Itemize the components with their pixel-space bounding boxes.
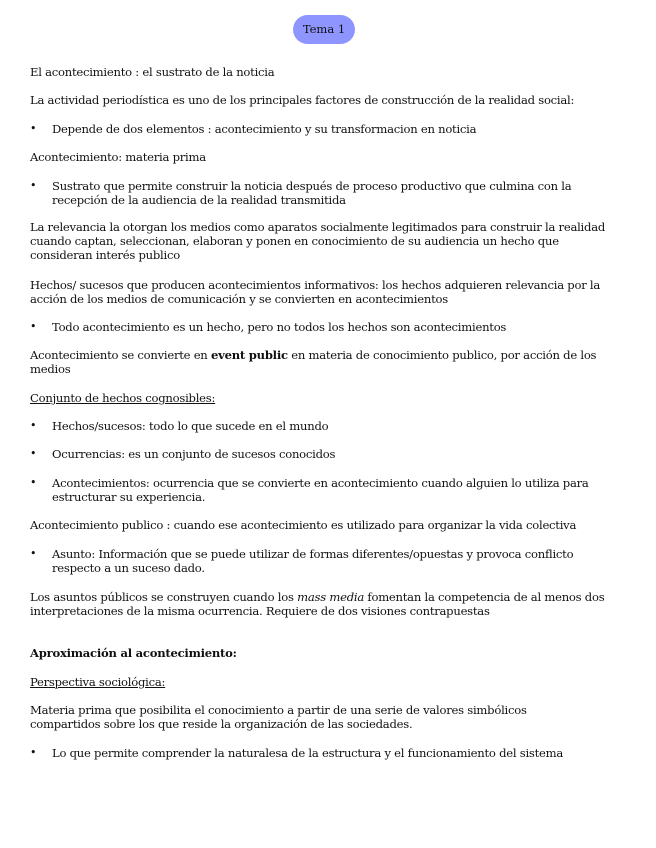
- subheading: Conjunto de hechos cognosibles:: [30, 391, 216, 405]
- paragraph: Hechos/ sucesos que producen acontecimientos informativos: los hechos adquieren relevancia por la acción de los medios de comunicación y se convierten en acontecimientos: [30, 278, 601, 306]
- bullet-icon: •: [30, 476, 37, 489]
- bullet-item: Asunto: Información que se puede utilizar de formas diferentes/opuestas y provoca conflicto respecto a un suceso dado.: [52, 547, 574, 575]
- bullet-icon: •: [30, 547, 37, 560]
- paragraph: [30, 590, 624, 618]
- bullet-icon: •: [30, 122, 37, 135]
- text-run: en materia de conocimiento publico, por acción de los medios: [30, 348, 597, 376]
- bullet-item: Lo que permite comprender la naturalesa de la estructura y el funcionamiento del sistema: [52, 746, 564, 760]
- bullet-icon: •: [30, 179, 37, 192]
- text-run: fomentan la competencia de al menos dos interpretaciones de la misma ocurrencia. Requiere de dos visiones contrapuestas: [30, 590, 605, 618]
- bullet-item: Hechos/sucesos: todo lo que sucede en el mundo: [52, 419, 329, 433]
- bullet-item: Depende de dos elementos : acontecimiento y su transformacion en noticia: [52, 122, 477, 136]
- bullet-icon: •: [30, 320, 37, 333]
- bullet-item: Acontecimientos: ocurrencia que se convierte en acontecimiento cuando alguien lo utiliza para estructurar su experiencia.: [52, 476, 589, 504]
- paragraph: Acontecimiento publico : cuando ese acontecimiento es utilizado para organizar la vida colectiva: [30, 518, 577, 532]
- paragraph: La actividad periodística es uno de los principales factores de construcción de la realidad social:: [30, 93, 575, 107]
- paragraph: Acontecimiento: materia prima: [30, 150, 206, 164]
- section-title: El acontecimiento : el sustrato de la noticia: [30, 65, 275, 79]
- bullet-icon: •: [30, 419, 37, 432]
- subheading: Perspectiva sociológica:: [30, 675, 166, 689]
- text-run: Acontecimiento se convierte en: [30, 348, 211, 362]
- paragraph: Materia prima que posibilita el conocimiento a partir de una serie de valores simbólicos compartidos sobre los que reside la organización de las sociedades.: [30, 703, 527, 731]
- bold-term: event public: [210, 348, 288, 362]
- section-heading: Aproximación al acontecimiento:: [30, 646, 237, 660]
- bullet-icon: •: [30, 746, 37, 759]
- bullet-item: Ocurrencias: es un conjunto de sucesos conocidos: [52, 447, 336, 461]
- bullet-item: Sustrato que permite construir la noticia después de proceso productivo que culmina con la recepción de la audiencia de la realidad transmitida: [52, 179, 572, 207]
- italic-term: mass media: [297, 590, 364, 604]
- paragraph: [30, 348, 624, 376]
- text-run: Los asuntos públicos se construyen cuando los: [30, 590, 298, 604]
- paragraph: La relevancia la otorgan los medios como aparatos socialmente legitimados para construir la realidad cuando captan, seleccionan, elaboran y ponen en conocimiento de su audiencia un hecho que consideran interés publico: [30, 220, 606, 262]
- bullet-item: Todo acontecimiento es un hecho, pero no todos los hechos son acontecimientos: [52, 320, 507, 334]
- bullet-icon: •: [30, 447, 37, 460]
- topic-badge: Tema 1: [293, 15, 355, 44]
